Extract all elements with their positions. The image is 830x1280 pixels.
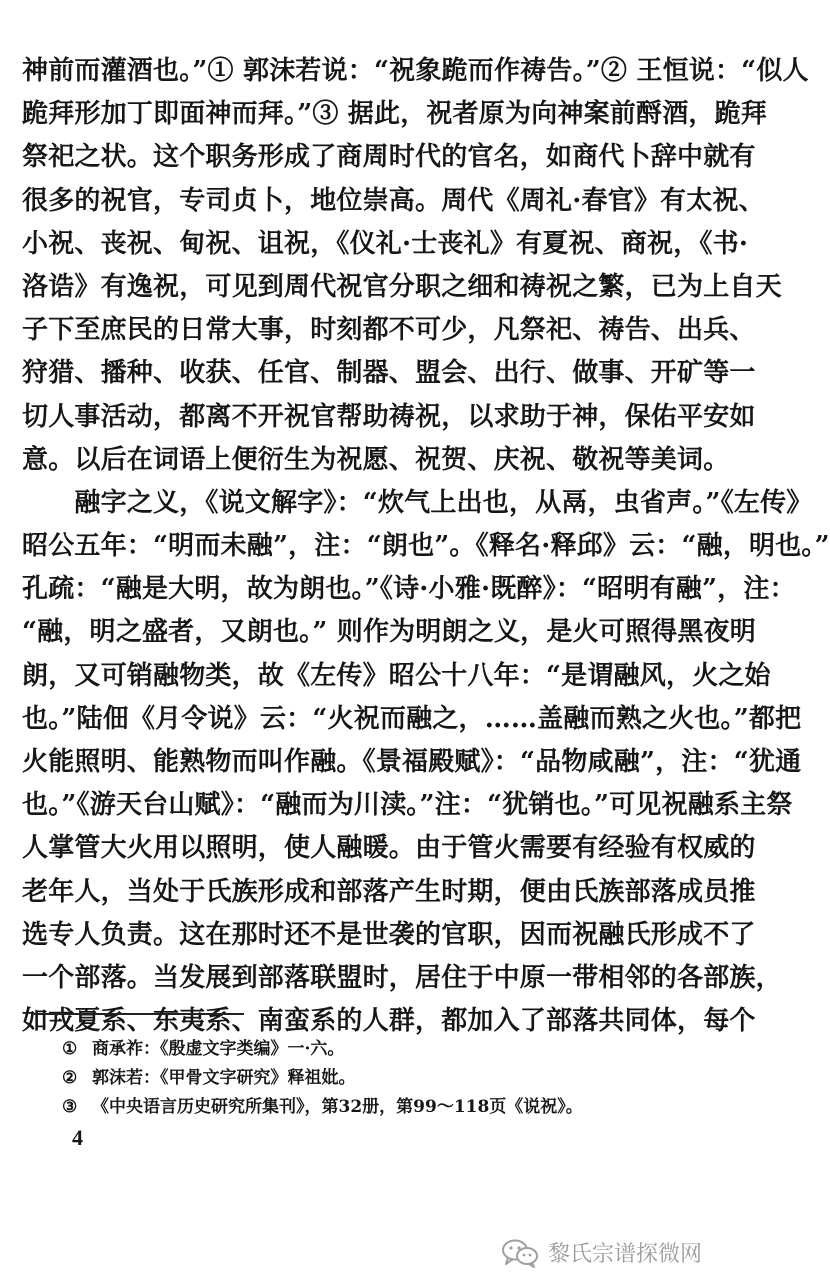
text-line: 狩猎、播种、收获、任官、制器、盟会、出行、做事、开矿等一 bbox=[22, 358, 756, 389]
text-line: 孔疏：“融是大明，故为朗也。”《诗·小雅·既醉》：“昭明有融”，注： bbox=[22, 574, 796, 605]
footnote-text: 郭沫若：《甲骨文字研究》释祖妣。 bbox=[92, 1068, 356, 1088]
text-line: 切人事活动，都离不开祝官帮助祷祝，以求助于神，保佑平安如 bbox=[22, 401, 756, 432]
text-line: 如戎夏系、东夷系、南蛮系的人群，都加入了部落共同体，每个 bbox=[22, 1006, 756, 1037]
page-number: 4 bbox=[72, 1125, 83, 1150]
text-line: 一个部落。当发展到部落联盟时，居住于中原一带相邻的各部族， bbox=[22, 962, 782, 993]
text-line: 火能照明、能熟物而叫作融。《景福殿赋》：“品物咸融”，注：“犹通 bbox=[22, 747, 802, 777]
watermark-text: 黎氏宗谱探微网 bbox=[547, 1242, 702, 1267]
footnote-mark: ③ bbox=[62, 1097, 78, 1117]
text-line: 选专人负责。这在那时还不是世袭的官职，因而祝融氏形成不了 bbox=[22, 919, 756, 950]
text-line: 朗，又可销融物类，故《左传》昭公十八年：“是谓融风，火之始 bbox=[22, 660, 771, 691]
footnote-text: 商承祚：《殷虚文字类编》一·六。 bbox=[92, 1039, 345, 1059]
text-line: 神前而灌酒也。”① 郭沫若说：“祝象跪而作祷告。”② 王恒说：“似人 bbox=[22, 56, 809, 86]
text-line: 融字之义，《说文解字》：“炊气上出也，从鬲，虫省声。”《左传》 bbox=[22, 487, 813, 518]
footnote-2 bbox=[62, 1064, 702, 1093]
wechat-icon bbox=[500, 1238, 540, 1268]
text-line: 很多的祝官，专司贞卜，地位崇高。周代《周礼·春官》有太祝、 bbox=[22, 185, 765, 216]
watermark bbox=[500, 1237, 702, 1268]
text-line: 祭祀之状。这个职务形成了商周时代的官名，如商代卜辞中就有 bbox=[22, 142, 756, 173]
text-line: 洛诰》有逸祝，可见到周代祝官分职之细和祷祝之繁，已为上自天 bbox=[22, 271, 782, 302]
footnote-1 bbox=[62, 1035, 702, 1064]
text-line: “融，明之盛者，又朗也。” 则作为明朗之义，是火可照得黑夜明 bbox=[22, 617, 756, 648]
footnote-3 bbox=[62, 1093, 702, 1122]
footnote-text: 《中央语言历史研究所集刊》，第32册，第99～118页《说祝》。 bbox=[92, 1097, 583, 1117]
text-line: 也。”陆佃《月令说》云：“火祝而融之，……盖融而熟之火也。”都把 bbox=[22, 703, 802, 734]
text-line: 老年人，当处于氏族形成和部落产生时期，便由氏族部落成员推 bbox=[22, 876, 756, 907]
text-line: 跪拜形加丁即面神而拜。”③ 据此，祝者原为向神案前酹酒，跪拜 bbox=[22, 99, 768, 130]
body-text bbox=[22, 50, 830, 1043]
text-line: 子下至庶民的日常大事，时刻都不可少，凡祭祀、祷告、出兵、 bbox=[22, 315, 756, 346]
text-line: 昭公五年：“明而未融”，注：“朗也”。《释名·释邱》云：“融，明也。” bbox=[22, 531, 830, 562]
text-line: 人掌管大火用以照明，使人融暖。由于管火需要有经验有权威的 bbox=[22, 833, 756, 864]
footnote-divider bbox=[34, 1013, 244, 1015]
footnote-mark: ① bbox=[62, 1039, 78, 1059]
footnote-mark: ② bbox=[62, 1068, 78, 1088]
footnotes bbox=[62, 1035, 702, 1122]
text-line: 小祝、丧祝、甸祝、诅祝，《仪礼·士丧礼》有夏祝、商祝，《书· bbox=[22, 228, 749, 259]
text-line: 也。”《游天台山赋》：“融而为川渎。”注：“犹销也。”可见祝融系主祭 bbox=[22, 790, 793, 821]
text-line: 意。以后在词语上便衍生为祝愿、祝贺、庆祝、敬祝等美词。 bbox=[22, 444, 730, 475]
